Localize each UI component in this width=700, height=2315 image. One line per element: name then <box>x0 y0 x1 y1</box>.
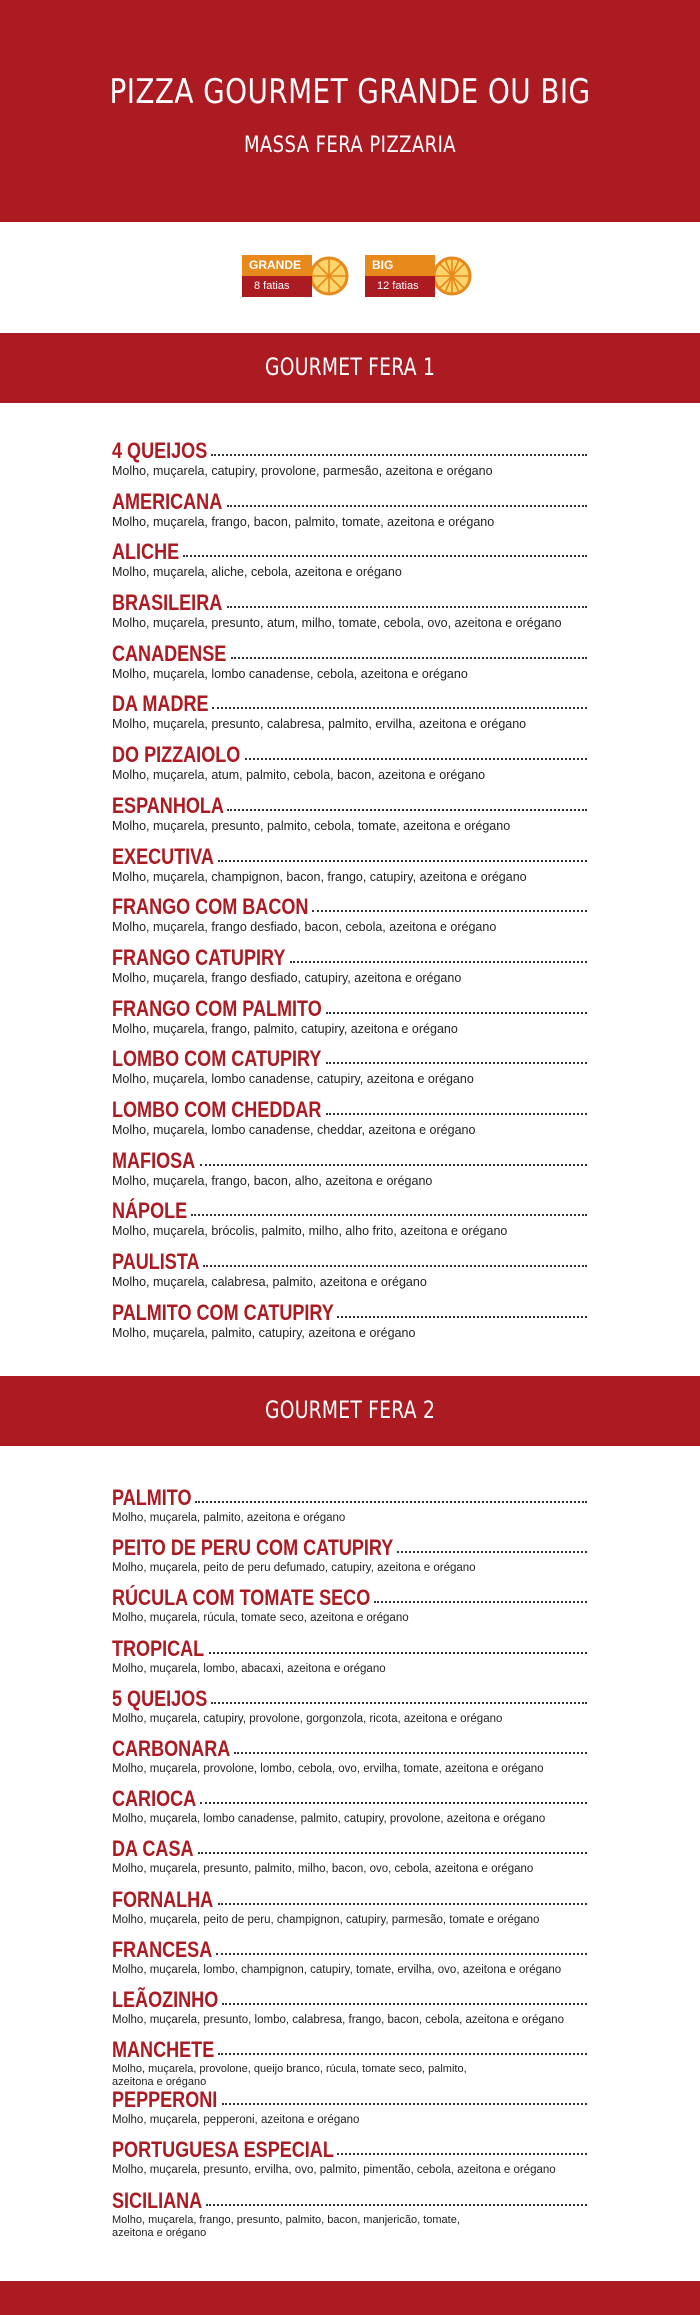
size-options <box>0 255 700 300</box>
menu-item <box>112 1936 587 1986</box>
size-big-slices: 12 fatias <box>365 276 435 297</box>
dotted-leader <box>227 606 587 608</box>
menu-item <box>112 538 587 589</box>
dotted-leader <box>183 555 587 557</box>
menu-item-description: Molho, muçarela, lombo canadense, cheddar, azeitona e orégano <box>112 1122 476 1137</box>
menu-item-description: Molho, muçarela, catupiry, provolone, parmesão, azeitona e orégano <box>112 464 493 478</box>
menu-item-name: ESPANHOLA <box>112 792 224 818</box>
menu-item-description: Molho, muçarela, pepperoni, azeitona e orégano <box>112 2114 360 2127</box>
menu-item <box>112 1147 587 1198</box>
size-big-label <box>365 255 435 297</box>
menu-item-description: Molho, muçarela, peito de peru defumado, catupiry, azeitona e orégano <box>112 1562 476 1575</box>
menu-item-name: LOMBO COM CHEDDAR <box>112 1096 322 1122</box>
menu-item-header <box>112 1785 587 1811</box>
menu-item-description: Molho, muçarela, presunto, lombo, calabresa, frango, bacon, cebola, azeitona e orégano <box>112 2013 564 2026</box>
menu-item <box>112 640 587 691</box>
menu-item-description: Molho, muçarela, lombo, champignon, catupiry, tomate, ervilha, ovo, azeitona e orégano <box>112 1963 562 1976</box>
dotted-leader <box>218 2053 587 2055</box>
menu-item-header <box>112 1096 587 1122</box>
menu-item <box>112 2136 587 2186</box>
menu-item-description: Molho, muçarela, frango desfiado, bacon, cebola, azeitona e orégano <box>112 920 497 935</box>
menu-item-header <box>112 488 587 514</box>
menu-item-name: FRANGO COM PALMITO <box>112 995 322 1021</box>
menu-item-name: LOMBO COM CATUPIRY <box>112 1046 322 1072</box>
menu-item-name: CANADENSE <box>112 640 227 666</box>
menu-item <box>112 1886 587 1936</box>
menu-item-name: LEÃOZINHO <box>112 1986 219 2012</box>
menu-item <box>112 1045 587 1096</box>
menu-item-header <box>112 1584 587 1610</box>
menu-item-header <box>112 1735 587 1761</box>
menu-item-description: Molho, muçarela, presunto, atum, milho, tomate, cebola, ovo, azeitona e orégano <box>112 616 562 631</box>
menu-item-header <box>112 1197 587 1223</box>
dotted-leader <box>337 2153 587 2155</box>
menu-item-description: Molho, muçarela, lombo canadense, cebola, azeitona e orégano <box>112 666 468 681</box>
dotted-leader <box>234 1752 587 1754</box>
dotted-leader <box>218 860 587 862</box>
menu-item-header <box>112 1986 587 2012</box>
menu-item <box>112 2187 587 2237</box>
footer-band <box>0 2281 700 2315</box>
menu-item-header <box>112 1936 587 1962</box>
menu-item-description: Molho, muçarela, presunto, ervilha, ovo, palmito, pimentão, cebola, azeitona e orégano <box>112 2164 556 2177</box>
pizza-icon <box>431 255 473 297</box>
menu-item-name: PEPPERONI <box>112 2087 218 2113</box>
menu-item <box>112 1835 587 1885</box>
menu-item-header <box>112 2187 587 2213</box>
dotted-leader <box>326 1012 587 1014</box>
menu-item-header <box>112 1635 587 1661</box>
size-grande-badge <box>242 255 350 297</box>
menu-item <box>112 437 587 488</box>
menu-item-name: CARIOCA <box>112 1786 197 1812</box>
dotted-leader <box>198 1852 587 1854</box>
menu-item-header <box>112 1299 587 1325</box>
menu-item-header <box>112 944 587 970</box>
menu-item-description: Molho, muçarela, peito de peru, champignon, catupiry, parmesão, tomate e orégano <box>112 1913 540 1926</box>
menu-item <box>112 488 587 539</box>
menu-item <box>112 741 587 792</box>
menu-item-name: PAULISTA <box>112 1249 200 1274</box>
dotted-leader <box>200 1164 587 1166</box>
menu-item <box>112 1299 587 1350</box>
menu-item-description: Molho, muçarela, brócolis, palmito, milho, alho frito, azeitona e orégano <box>112 1224 508 1239</box>
dotted-leader <box>203 1265 587 1267</box>
dotted-leader <box>211 1702 587 1704</box>
menu-item-description: Molho, muçarela, lombo canadense, palmito, catupiry, provolone, azeitona e orégano <box>112 1813 546 1826</box>
dotted-leader <box>290 961 587 963</box>
menu-item-description: Molho, muçarela, frango desfiado, catupiry, azeitona e orégano <box>112 970 462 985</box>
menu-item-header <box>112 1045 587 1071</box>
menu-item-header <box>112 640 587 666</box>
menu-item-header <box>112 589 587 615</box>
menu-item-description: Molho, muçarela, champignon, bacon, frango, catupiry, azeitona e orégano <box>112 869 527 884</box>
menu-item <box>112 893 587 944</box>
menu-item <box>112 1986 587 2036</box>
dotted-leader <box>206 2204 587 2206</box>
menu-item-name: PALMITO <box>112 1485 192 1510</box>
menu-item-description: Molho, muçarela, frango, presunto, palmito, bacon, manjericão, tomate, azeitona e orégano <box>112 2213 460 2239</box>
dotted-leader <box>312 910 587 912</box>
size-big-name: BIG <box>365 255 435 276</box>
menu-item <box>112 1584 587 1634</box>
size-grande-name: GRANDE <box>242 255 312 276</box>
menu-item-description: Molho, muçarela, presunto, palmito, milho, bacon, ovo, cebola, azeitona e orégano <box>112 1863 534 1876</box>
menu-item-header <box>112 1685 587 1711</box>
menu-item-description: Molho, muçarela, presunto, calabresa, palmito, ervilha, azeitona e orégano <box>112 717 527 732</box>
dotted-leader <box>212 707 587 709</box>
menu-item-name: FRANCESA <box>112 1936 213 1962</box>
menu-item-header <box>112 995 587 1021</box>
page-subtitle: MASSA FERA PIZZARIA <box>243 133 457 158</box>
menu-item-header <box>112 1534 587 1560</box>
menu-item-description: Molho, muçarela, calabresa, palmito, azeitona e orégano <box>112 1275 427 1289</box>
menu-item-name: PORTUGUESA ESPECIAL <box>112 2137 334 2163</box>
menu-item <box>112 1248 587 1299</box>
dotted-leader <box>211 454 587 456</box>
menu-item-description: Molho, muçarela, catupiry, provolone, gorgonzola, ricota, azeitona e orégano <box>112 1712 503 1725</box>
menu-item <box>112 2036 587 2089</box>
dotted-leader <box>216 1953 587 1955</box>
dotted-leader <box>337 1316 587 1318</box>
menu-item-name: FRANGO COM BACON <box>112 894 309 920</box>
menu-item-header <box>112 2036 587 2062</box>
menu-item <box>112 1096 587 1147</box>
menu-item <box>112 1635 587 1685</box>
menu-list-gourmet-fera-1 <box>112 437 587 1349</box>
dotted-leader <box>209 1652 587 1654</box>
menu-item-description: Molho, muçarela, palmito, azeitona e orégano <box>112 1512 346 1524</box>
dotted-leader <box>195 1501 587 1503</box>
menu-item-name: AMERICANA <box>112 488 223 514</box>
menu-item <box>112 1735 587 1785</box>
menu-item-description: Molho, muçarela, provolone, queijo branco, rúcula, tomate seco, palmito, azeitona e orégano <box>112 2063 467 2089</box>
menu-item-header <box>112 690 587 716</box>
menu-item-name: DA MADRE <box>112 691 209 717</box>
menu-item <box>112 1685 587 1735</box>
menu-item-header <box>112 741 587 767</box>
dotted-leader <box>245 758 587 760</box>
menu-item-header <box>112 1484 587 1510</box>
size-grande-label <box>242 255 312 297</box>
menu-item-description: Molho, muçarela, frango, bacon, palmito, tomate, azeitona e orégano <box>112 514 495 529</box>
menu-item-header <box>112 538 587 564</box>
dotted-leader <box>222 2003 587 2005</box>
section-header-gourmet-fera-1 <box>0 333 700 403</box>
menu-item <box>112 1197 587 1248</box>
dotted-leader <box>231 657 587 659</box>
menu-item <box>112 944 587 995</box>
menu-item-name: FORNALHA <box>112 1886 214 1912</box>
menu-item-header <box>112 792 587 818</box>
menu-item <box>112 1785 587 1835</box>
menu-item-name: BRASILEIRA <box>112 590 223 616</box>
menu-item-name: PALMITO COM CATUPIRY <box>112 1299 334 1325</box>
page-title: PIZZA GOURMET GRANDE OU BIG <box>109 72 591 112</box>
menu-item-description: Molho, muçarela, lombo canadense, catupiry, azeitona e orégano <box>112 1072 474 1087</box>
menu-item <box>112 2086 587 2136</box>
menu-item-name: PEITO DE PERU COM CATUPIRY <box>112 1535 394 1561</box>
menu-item-header <box>112 893 587 919</box>
section-title: GOURMET FERA 2 <box>264 1396 436 1424</box>
menu-item-description: Molho, muçarela, frango, palmito, catupiry, azeitona e orégano <box>112 1021 458 1036</box>
menu-item-name: FRANGO CATUPIRY <box>112 944 286 970</box>
menu-item-description: Molho, muçarela, provolone, lombo, cebola, ovo, ervilha, tomate, azeitona e orégano <box>112 1762 544 1775</box>
menu-item <box>112 1484 587 1534</box>
menu-item-description: Molho, muçarela, atum, palmito, cebola, bacon, azeitona e orégano <box>112 768 486 783</box>
section-title: GOURMET FERA 1 <box>264 353 436 381</box>
menu-item-header <box>112 843 587 869</box>
dotted-leader <box>326 1062 587 1064</box>
menu-item-name: NÁPOLE <box>112 1198 188 1224</box>
menu-item-header <box>112 1147 587 1173</box>
menu-item-header <box>112 1835 587 1861</box>
menu-item <box>112 589 587 640</box>
menu-item-name: MANCHETE <box>112 2037 215 2063</box>
menu-list-gourmet-fera-2 <box>112 1484 587 2237</box>
menu-item <box>112 792 587 843</box>
dotted-leader <box>191 1214 587 1216</box>
menu-item-header <box>112 2086 587 2112</box>
menu-item-name: SICILIANA <box>112 2187 203 2213</box>
dotted-leader <box>218 1903 587 1905</box>
menu-item-name: RÚCULA COM TOMATE SECO <box>112 1585 371 1611</box>
menu-item <box>112 843 587 894</box>
size-big-badge <box>365 255 473 297</box>
menu-item <box>112 1534 587 1584</box>
dotted-leader <box>326 1113 587 1115</box>
menu-item-name: EXECUTIVA <box>112 843 214 869</box>
menu-item-description: Molho, muçarela, frango, bacon, alho, azeitona e orégano <box>112 1173 433 1188</box>
dotted-leader <box>227 505 587 507</box>
menu-item-header <box>112 1248 587 1274</box>
page-header <box>0 0 700 222</box>
menu-item-name: MAFIOSA <box>112 1147 196 1173</box>
menu-item-header <box>112 437 587 463</box>
pizza-icon <box>308 255 350 297</box>
dotted-leader <box>397 1551 587 1553</box>
menu-item-header <box>112 2136 587 2162</box>
menu-item-name: TROPICAL <box>112 1635 205 1661</box>
menu-item <box>112 690 587 741</box>
menu-item-name: 5 QUEIJOS <box>112 1685 208 1711</box>
menu-item <box>112 995 587 1046</box>
section-header-gourmet-fera-2 <box>0 1376 700 1446</box>
menu-item-name: 4 QUEIJOS <box>112 438 208 463</box>
menu-item-name: DA CASA <box>112 1836 194 1862</box>
menu-item-description: Molho, muçarela, lombo, abacaxi, azeitona e orégano <box>112 1662 386 1675</box>
size-grande-slices: 8 fatias <box>242 276 312 297</box>
menu-item-name: ALICHE <box>112 539 180 565</box>
menu-item-header <box>112 1886 587 1912</box>
dotted-leader <box>200 1802 587 1804</box>
menu-item-description: Molho, muçarela, aliche, cebola, azeitona e orégano <box>112 565 402 580</box>
dotted-leader <box>374 1601 587 1603</box>
dotted-leader <box>227 809 587 811</box>
menu-item-description: Molho, muçarela, palmito, catupiry, azeitona e orégano <box>112 1325 416 1340</box>
dotted-leader <box>222 2103 587 2105</box>
menu-item-name: DO PIZZAIOLO <box>112 742 241 768</box>
menu-item-description: Molho, muçarela, presunto, palmito, cebola, tomate, azeitona e orégano <box>112 818 511 833</box>
menu-item-description: Molho, muçarela, rúcula, tomate seco, azeitona e orégano <box>112 1612 409 1625</box>
menu-item-name: CARBONARA <box>112 1735 231 1761</box>
